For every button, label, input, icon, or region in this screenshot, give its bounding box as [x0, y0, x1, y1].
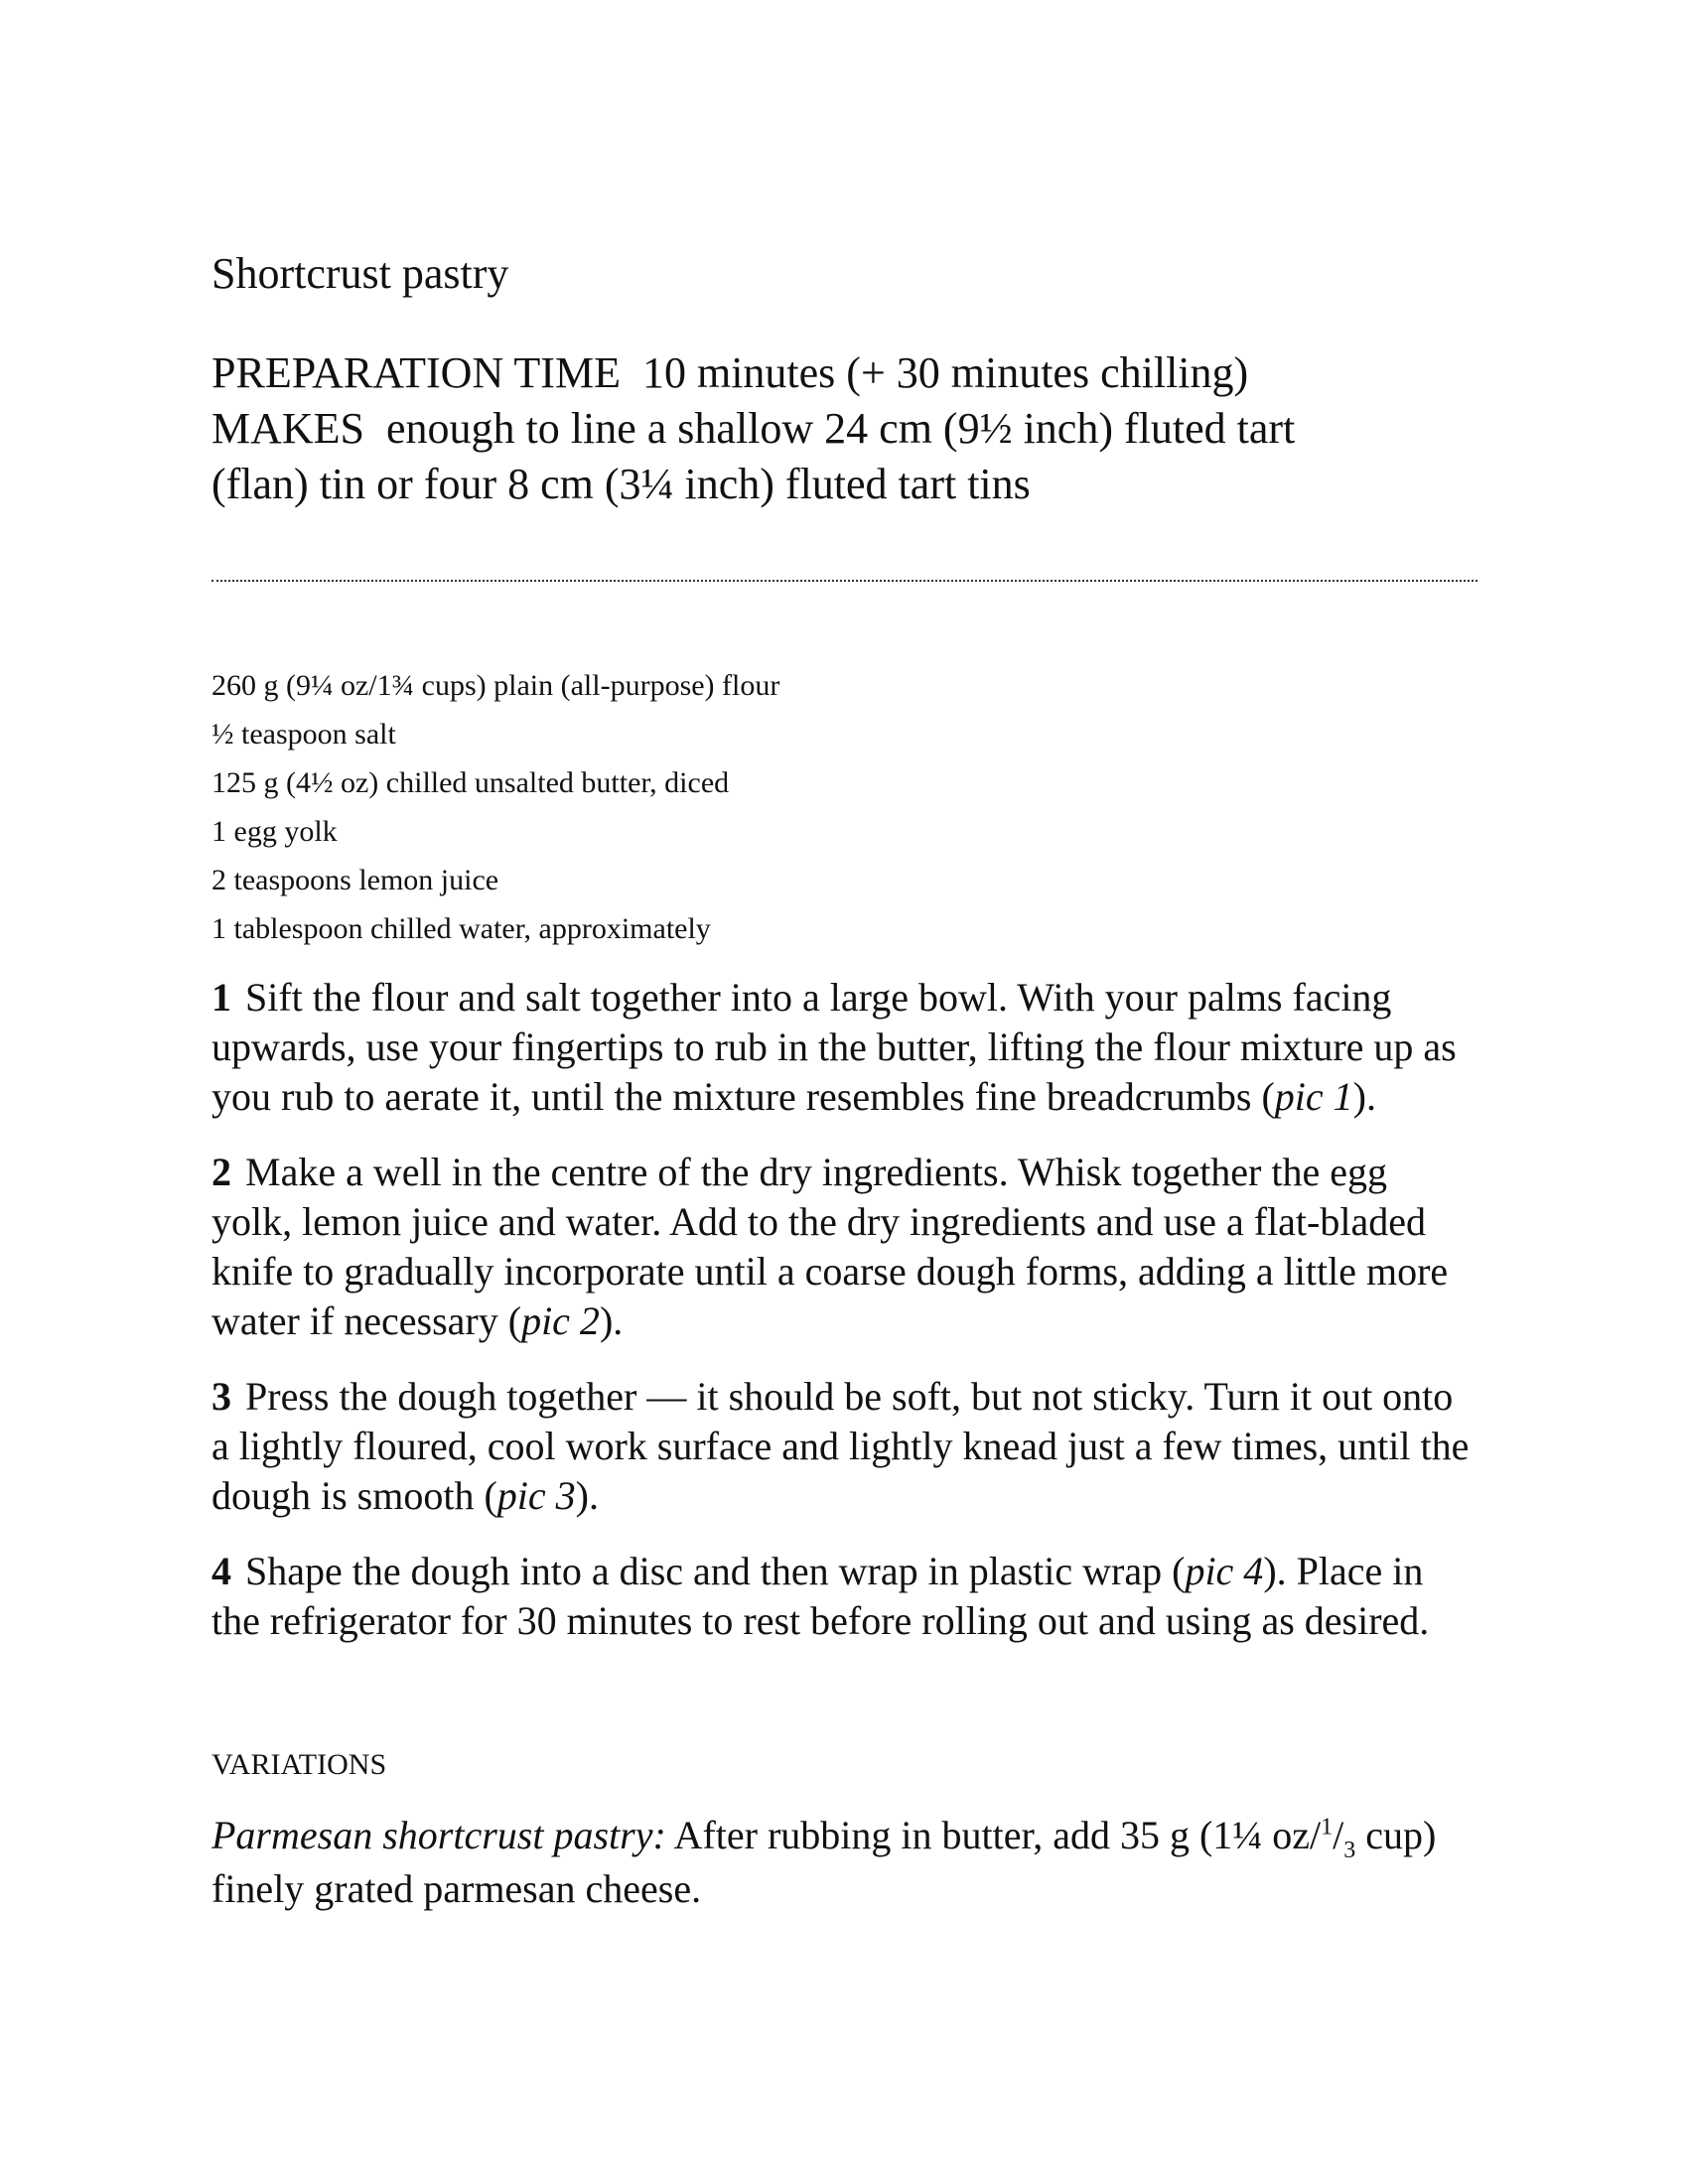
makes-line-1: [211, 401, 1477, 457]
ingredient-item: ½ teaspoon salt: [211, 718, 396, 751]
pic-reference: pic 2: [521, 1298, 600, 1343]
recipe-title: Shortcrust pastry: [211, 249, 509, 298]
variations-heading: VARIATIONS: [211, 1748, 387, 1781]
preparation-time: [211, 345, 1477, 401]
ingredient-item: 1 tablespoon chilled water, approximately: [211, 912, 711, 945]
ingredients-list: [211, 661, 779, 953]
fraction-numerator: 1: [1321, 1814, 1334, 1841]
pic-reference: pic 4: [1185, 1549, 1264, 1593]
step-text-end: ).: [575, 1473, 599, 1518]
pic-reference: pic 3: [496, 1473, 576, 1518]
fraction-denominator: 3: [1343, 1838, 1356, 1863]
method-step: [211, 1148, 1477, 1346]
method-steps: [211, 973, 1477, 1672]
makes-label: MAKES: [211, 404, 365, 453]
variation-text-end: cup) finely grated parmesan cheese.: [211, 1813, 1437, 1911]
variation-name: Parmesan shortcrust pastry:: [211, 1813, 666, 1857]
ingredient-item: 1 egg yolk: [211, 815, 338, 848]
method-step: [211, 1547, 1477, 1646]
step-number: 1: [211, 975, 231, 1020]
step-text-end: ). Place in the refrigerator for 30 minutes to rest before rolling out and using as desired.: [211, 1549, 1430, 1643]
method-step: [211, 1372, 1477, 1521]
ingredient-item: 260 g (9¼ oz/1¾ cups) plain (all-purpose) flour: [211, 669, 780, 702]
recipe-meta: [211, 345, 1477, 512]
makes-value-line-1: enough to line a shallow 24 cm (9½ inch) fluted tart: [386, 404, 1296, 453]
ingredient-item: 2 teaspoons lemon juice: [211, 864, 499, 896]
method-step: [211, 973, 1477, 1122]
step-text-end: ).: [599, 1298, 624, 1343]
makes-line-2: (flan) tin or four 8 cm (3¼ inch) fluted tart tins: [211, 460, 1031, 508]
step-number: 3: [211, 1374, 231, 1419]
step-number: 2: [211, 1150, 231, 1194]
step-text: Sift the flour and salt together into a large bowl. With your palms facing upwards, use your fingertips to rub in the butter, lifting the flour mixture up as you rub to aerate it, until the mixture resembles fine breadcrumbs (: [211, 975, 1457, 1119]
step-text-end: ).: [1352, 1074, 1376, 1119]
pic-reference: pic 1: [1274, 1074, 1353, 1119]
step-text: Make a well in the centre of the dry ingredients. Whisk together the egg yolk, lemon juice and water. Add to the dry ingredients and use a flat-bladed knife to gradually incorporate until a coarse dough forms, adding a little more water if necessary (: [211, 1150, 1449, 1343]
variation-text: After rubbing in butter, add 35 g (1¼ oz/: [673, 1813, 1322, 1857]
ingredient-item: 125 g (4½ oz) chilled unsalted butter, diced: [211, 766, 730, 799]
variation-item: [211, 1809, 1477, 1916]
fraction-slash: /: [1333, 1813, 1344, 1857]
step-text: Press the dough together — it should be soft, but not sticky. Turn it out onto a lightly floured, cool work surface and lightly knead just a few times, until the dough is smooth (: [211, 1374, 1470, 1518]
preparation-time-value: 10 minutes (+ 30 minutes chilling): [641, 348, 1249, 397]
step-number: 4: [211, 1549, 231, 1593]
step-text: Shape the dough into a disc and then wrap in plastic wrap (: [245, 1549, 1186, 1593]
dotted-divider: [211, 580, 1477, 582]
preparation-time-label: PREPARATION TIME: [211, 348, 621, 397]
